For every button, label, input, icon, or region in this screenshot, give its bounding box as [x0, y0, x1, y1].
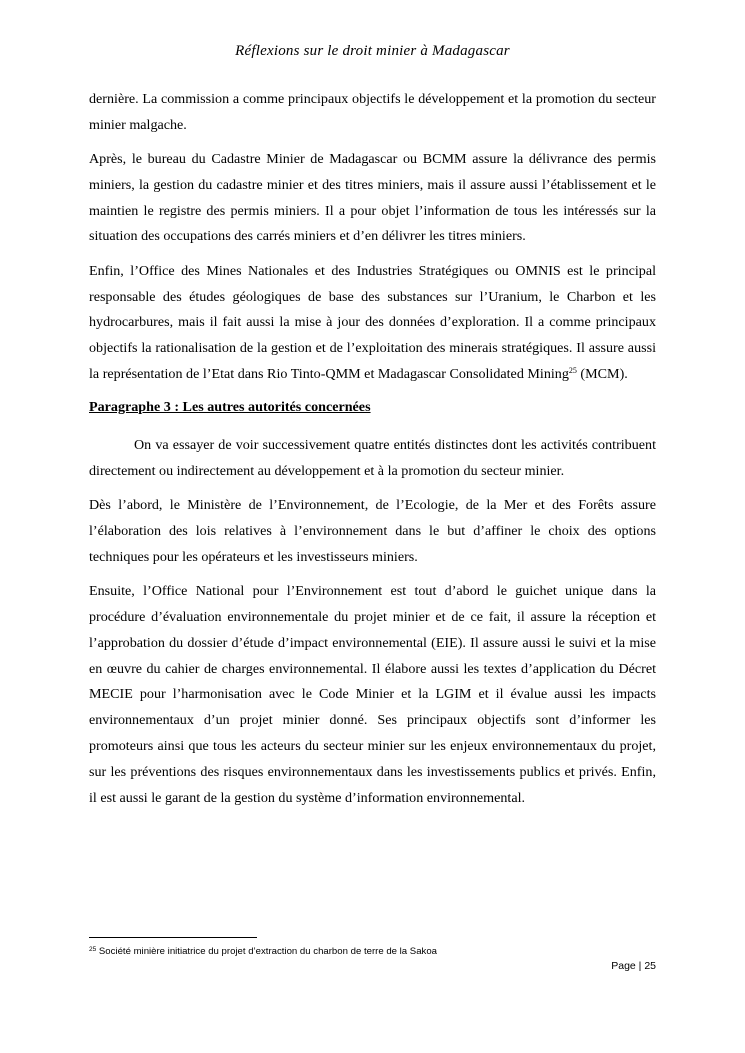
paragraph-3-tail: (MCM). — [576, 365, 628, 382]
paragraph-4: On va essayer de voir successivement quatre entités distinctes dont les activités contribuent directement ou indirectement au développement et à la promotion du secteur minier. — [89, 437, 656, 480]
footnote-25 — [89, 945, 659, 958]
footnote-reference-25[interactable]: 25 — [568, 365, 577, 375]
footnote-separator — [89, 937, 257, 938]
footnote-text: Société minière initiatrice du projet d’extraction du charbon de terre de la Sakoa — [96, 946, 438, 957]
paragraph-2: Après, le bureau du Cadastre Minier de Madagascar ou BCMM assure la délivrance des permis miniers, la gestion du cadastre minier et des titres miniers, mais il assure aussi l’établissement et le maintien le registre des permis miniers. Il a pour objet l’information de tous les intéressés sur la situation des occupations des carrés miniers et d’en délivrer les titres miniers. — [89, 151, 656, 245]
section-heading: Paragraphe 3 : Les autres autorités concernées — [89, 399, 371, 416]
footnote-number: 25 — [89, 946, 97, 953]
paragraph-5: Dès l’abord, le Ministère de l’Environnement, de l’Ecologie, de la Mer et des Forêts assure l’élaboration des lois relatives à l’environnement dans le but d’affiner le choix des options techniques pour les opérateurs et les investisseurs miniers. — [89, 497, 656, 565]
running-header: Réflexions sur le droit minier à Madagascar — [235, 43, 510, 59]
paragraph-3 — [89, 259, 656, 388]
paragraph-3-text: Enfin, l’Office des Mines Nationales et des Industries Stratégiques ou OMNIS est le principal responsable des études géologiques de base des substances sur l’Uranium, le Charbon et les hydrocarbures, mais il fait aussi la mise à jour des données d’exploration. Il a comme principaux objectifs la rationalisation de la gestion et de l’exploitation des minerais stratégiques. Il assure aussi la représentation de l’Etat dans Rio Tinto-QMM et Madagascar Consolidated Mining — [89, 262, 656, 382]
page-number: Page | 25 — [611, 960, 656, 972]
page-body — [89, 87, 656, 820]
paragraph-6: Ensuite, l’Office National pour l’Environnement est tout d’abord le guichet unique dans la procédure d’évaluation environnementale du projet minier et de ce fait, il assure la réception et l’approbation du dossier d’étude d’impact environnemental (EIE). Il assure aussi le suivi et la mise en œuvre du cahier de charges environnemental. Il élabore aussi les textes d’application du Décret MECIE pour l’harmonisation avec le Code Minier et la LGIM et il évalue aussi les impacts environnementaux d’un projet minier donné. Ses principaux objectifs sont d’informer les promoteurs ainsi que tous les acteurs du secteur minier sur les enjeux environnementaux du projet, sur les préventions des risques environnementaux dans les investissements publics et privés. Enfin, il est aussi le garant de la gestion du système d’information environnemental. — [89, 583, 656, 806]
paragraph-1: dernière. La commission a comme principaux objectifs le développement et la promotion du secteur minier malgache. — [89, 91, 656, 133]
